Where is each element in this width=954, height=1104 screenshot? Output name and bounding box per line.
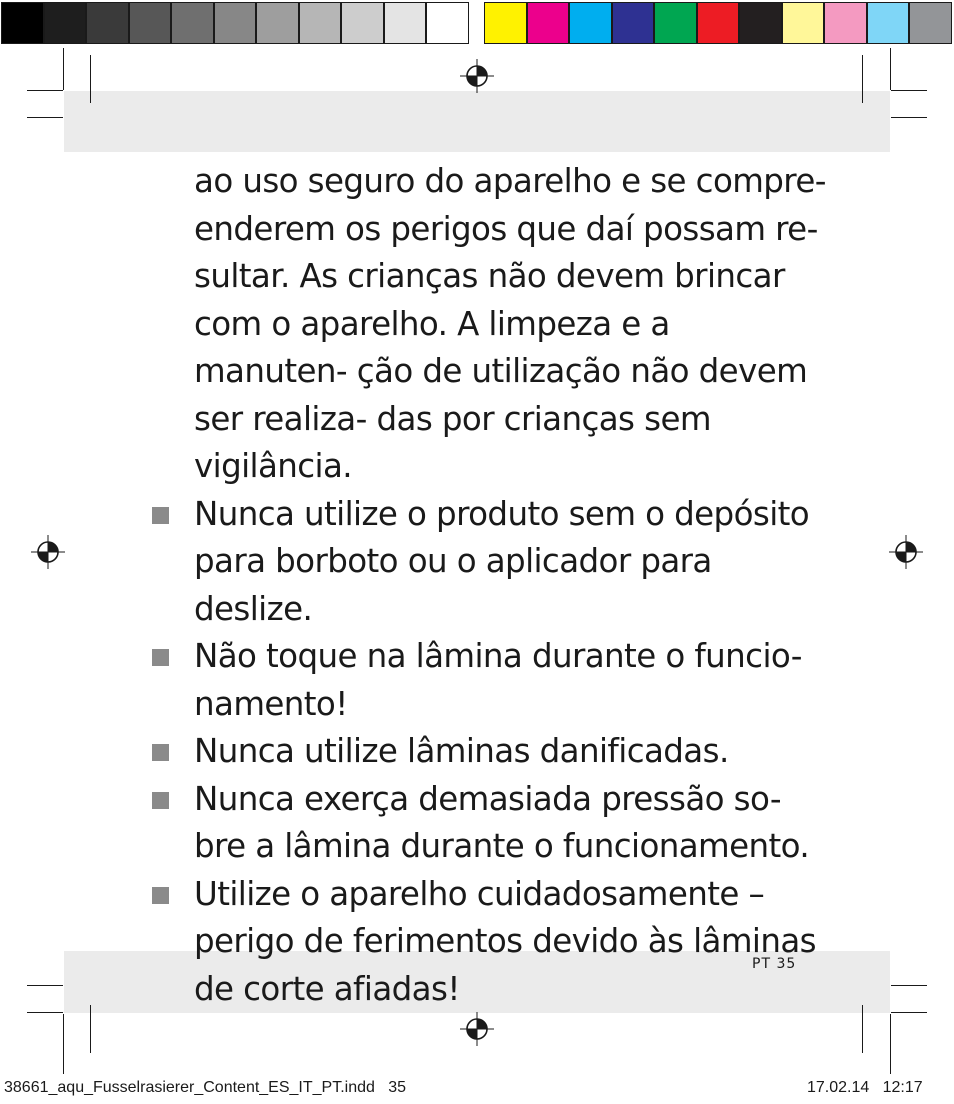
registration-mark-icon xyxy=(460,59,494,93)
color-swatch xyxy=(256,2,299,44)
safety-text-body xyxy=(148,158,828,1013)
square-bullet-icon xyxy=(152,792,169,809)
color-swatch xyxy=(654,2,697,44)
registration-mark-icon xyxy=(460,1012,494,1046)
color-swatch xyxy=(129,2,172,44)
color-swatch xyxy=(612,2,655,44)
square-bullet-icon xyxy=(152,887,169,904)
color-swatch xyxy=(739,2,782,44)
list-item xyxy=(148,633,828,728)
square-bullet-icon xyxy=(152,744,169,761)
list-item xyxy=(148,871,828,1014)
color-swatch xyxy=(824,2,867,44)
list-item-text: Nunca exerça demasiada pressão so- bre a lâmina durante o funcionamento. xyxy=(194,779,810,865)
color-swatch xyxy=(384,2,427,44)
color-swatch xyxy=(697,2,740,44)
square-bullet-icon xyxy=(152,649,169,666)
crop-mark xyxy=(27,117,63,118)
crop-mark xyxy=(27,90,63,91)
list-item-text: Utilize o aparelho cuidadosamente – perigo de ferimentos devido às lâminas de corte afiadas! xyxy=(194,874,816,1008)
list-item-text: Não toque na lâmina durante o funcio- namento! xyxy=(194,637,802,723)
list-item xyxy=(148,491,828,634)
crop-mark xyxy=(891,90,927,91)
color-swatch xyxy=(214,2,257,44)
color-swatch xyxy=(86,2,129,44)
color-swatch xyxy=(171,2,214,44)
square-bullet-icon xyxy=(152,507,169,524)
page-number: PT 35 xyxy=(752,956,797,972)
color-swatch xyxy=(1,2,44,44)
color-swatch xyxy=(782,2,825,44)
color-swatch xyxy=(426,2,469,44)
color-swatch xyxy=(341,2,384,44)
color-swatch xyxy=(867,2,910,44)
continuation-paragraph: ao uso seguro do aparelho e se compre- enderem os perigos que daí possam re- sultar. As crianças não devem brincar com o aparelho. A limpeza e a manuten- ção de utilização não devem ser realiza- das por crianças sem vigilância. xyxy=(194,162,826,485)
registration-mark-icon xyxy=(31,535,65,569)
crop-mark xyxy=(891,985,927,986)
crop-mark xyxy=(890,1014,891,1074)
header-band xyxy=(64,91,890,152)
crop-mark xyxy=(862,55,863,103)
crop-mark xyxy=(891,1012,927,1013)
crop-mark xyxy=(862,1005,863,1053)
list-item-text: Nunca utilize lâminas danificadas. xyxy=(194,732,729,770)
crop-mark xyxy=(90,1005,91,1053)
color-swatch xyxy=(484,2,527,44)
crop-mark xyxy=(90,55,91,103)
crop-mark xyxy=(27,985,63,986)
list-item xyxy=(148,776,828,871)
color-swatch xyxy=(44,2,87,44)
crop-mark xyxy=(890,48,891,90)
crop-mark xyxy=(891,117,927,118)
slug-timestamp: 17.02.14 12:17 xyxy=(807,1079,923,1096)
list-item xyxy=(148,728,828,776)
color-swatch xyxy=(569,2,612,44)
color-swatch xyxy=(909,2,952,44)
list-item-text: Nunca utilize o produto sem o depósito para borboto ou o aplicador para deslize. xyxy=(194,494,810,628)
crop-mark xyxy=(63,1014,64,1074)
crop-mark xyxy=(63,48,64,90)
color-swatch xyxy=(299,2,342,44)
color-swatch xyxy=(527,2,570,44)
crop-mark xyxy=(27,1012,63,1013)
process-color-bar xyxy=(484,2,952,46)
grayscale-color-bar xyxy=(1,2,469,46)
slug-filename: 38661_aqu_Fusselrasierer_Content_ES_IT_PT.indd 35 xyxy=(4,1079,407,1096)
registration-mark-icon xyxy=(889,535,923,569)
